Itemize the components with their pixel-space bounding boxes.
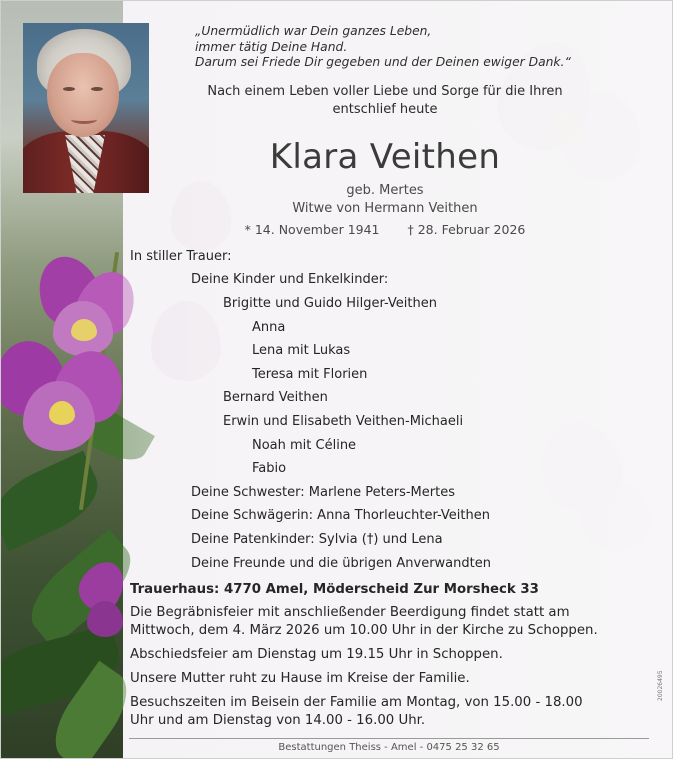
mourner-line: Deine Schwester: Marlene Peters-Mertes [191, 484, 455, 500]
mourner-line: Teresa mit Florien [252, 366, 368, 382]
mourner-line: Erwin und Elisabeth Veithen-Michaeli [223, 414, 464, 429]
text-line: Mittwoch, dem 4. März 2026 um 10.00 Uhr in der Kirche zu Schoppen. [130, 623, 598, 638]
mourner-line: Fabio [252, 461, 287, 477]
house-address: Trauerhaus: 4770 Amel, Möderscheid Zur Morsheck 33 [130, 582, 539, 597]
text-line: Uhr und am Dienstag von 14.00 - 16.00 Uhr. [130, 713, 426, 728]
text-line: Die Begräbnisfeier mit anschließender Beerdigung findet statt am [130, 605, 570, 620]
text-line: Besuchszeiten im Beisein der Familie am Montag, von 15.00 - 18.00 [130, 695, 583, 710]
quote-line: Darum sei Friede Dir gegeben und der Deinen ewiger Dank.“ [195, 55, 571, 69]
funeral-home: Bestattungen Theiss - Amel - 0475 25 32 65 [278, 742, 500, 753]
mourner-line: Deine Patenkinder: Sylvia (†) und Lena [191, 532, 443, 547]
text-line: Abschiedsfeier am Dienstag um 19.15 Uhr in Schoppen. [130, 647, 503, 662]
intro-line: Nach einem Leben voller Liebe und Sorge für die Ihren [207, 84, 563, 99]
birth-date: * 14. November 1941 [244, 222, 380, 237]
widow-of: Witwe von Hermann Veithen [292, 201, 478, 216]
text-line: Unsere Mutter ruht zu Hause im Kreise der Familie. [130, 671, 470, 686]
mourner-line: Noah mit Céline [252, 437, 357, 453]
ad-code: 20026495 [657, 670, 664, 701]
quote-line: „Unermüdlich war Dein ganzes Leben, [195, 24, 432, 38]
mourner-line: Lena mit Lukas [252, 343, 351, 359]
mourner-line: Brigitte und Guido Hilger-Veithen [223, 296, 437, 311]
mourner-line: Deine Freunde und die übrigen Anverwandten [191, 555, 491, 571]
intro-line: entschlief heute [332, 102, 438, 117]
quote [195, 24, 571, 71]
mourners-heading: In stiller Trauer: [130, 249, 232, 264]
mourner-line: Anna [252, 319, 286, 335]
quote-line: immer tätig Deine Hand. [195, 39, 348, 54]
death-date: † 28. Februar 2026 [407, 222, 526, 237]
portrait-photo [23, 23, 149, 193]
footer-divider [129, 738, 649, 739]
children-heading: Deine Kinder und Enkelkinder: [191, 272, 389, 287]
life-dates [151, 222, 619, 237]
deceased-name: Klara Veithen [269, 137, 501, 177]
mourner-line: Deine Schwägerin: Anna Thorleuchter-Veithen [191, 508, 490, 524]
birth-name: geb. Mertes [346, 183, 424, 198]
mourner-line: Bernard Veithen [223, 390, 328, 406]
